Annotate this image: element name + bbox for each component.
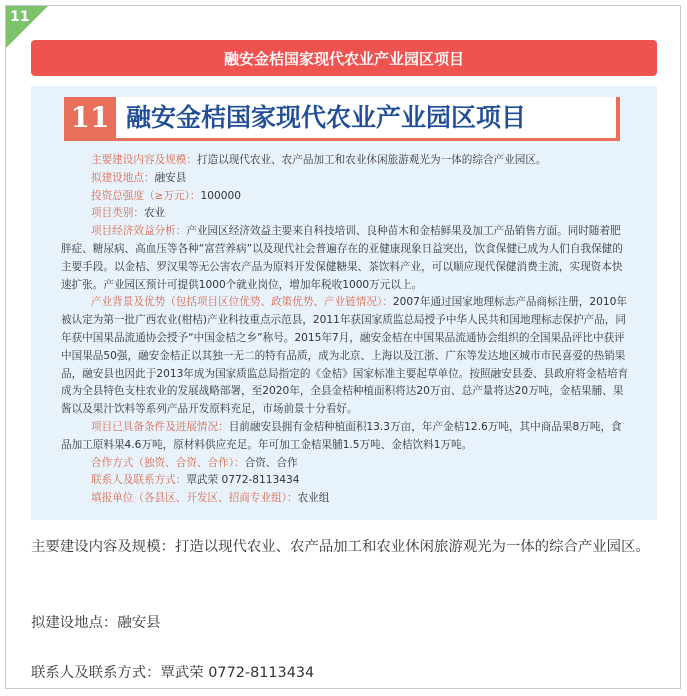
field-value: 产业园区经济效益主要来自科技培训、良种苗木和金桔鲜果及加工产品销售方面。同时随着肥胖症、糖尿病、高血压等各种“富营养病”以及现代社会普遍存在的亚健康现象日益突出，饮食保健已成为人们自我保健的主要手段。以金桔、罗汉果等无公害农产品为原料开发保健糖果、茶饮料产业，可以顺应现代保健消费主流，实现资本快速扩张。产业园区预计可提供1000个就业岗位，增加年税收1000万元以上。	[61, 225, 623, 291]
field-label: 项目经济效益分析：	[91, 225, 187, 238]
banner-title: 融安金桔国家现代农业产业园区项目	[31, 40, 657, 76]
card-content	[61, 152, 629, 508]
field-value: 覃武荣 0772-8113434	[186, 474, 300, 487]
field-value: 融安县	[154, 171, 187, 184]
project-card	[31, 86, 657, 520]
card-header-bar	[616, 97, 620, 138]
field-label: 产业背景及优势（包括项目区位优势、政策优势、产业链情况）：	[91, 296, 393, 309]
body-contact: 联系人及联系方式：覃武荣 0772-8113434	[31, 665, 315, 681]
body-location: 拟建设地点：融安县	[31, 615, 161, 631]
field-conditions	[61, 419, 629, 455]
field-label: 项目类别：	[91, 207, 144, 220]
field-cooperation	[61, 455, 629, 473]
field-background	[61, 294, 629, 419]
field-label: 投资总强度（≥万元）：	[91, 189, 201, 202]
field-value: 打造以现代农业、农产品加工和农业休闲旅游观光为一体的综合产业园区。	[196, 154, 547, 166]
body-construction: 主要建设内容及规模：打造以现代农业、农产品加工和农业休闲旅游观光为一体的综合产业园区。	[31, 539, 650, 555]
field-label: 合作方式（独资、合资、合作）：	[91, 456, 245, 469]
card-header	[64, 97, 620, 141]
field-label: 填报单位（各县区、开发区、招商专业组）：	[91, 492, 298, 505]
field-benefit	[61, 223, 629, 294]
field-investment	[61, 188, 629, 206]
field-label: 拟建设地点：	[91, 171, 155, 184]
field-value: 目前融安县拥有金桔种植面积13.3万亩，年产金桔12.6万吨，其中商品果8万吨，食品加工原料果4.6万吨，原材料供应充足。年可加工金桔果脯1.5万吨、金桔饮料1万吨。	[61, 420, 622, 451]
article-frame	[5, 5, 681, 689]
field-value: 2007年通过国家地理标志产品商标注册，2010年被认定为第一批广西农业(柑桔)产业科技重点示范县，2011年获国家质监总局授予中华人民共和国地理标志保护产品，同年获中国果品流通协会授予“中国金桔之乡”称号。2015年7月，融安金桔在中国果品流通协会组织的全国果品评比中获评中国果品50强，融安金桔正以其独一无二的特有品质，成为北京、上海以及江浙、广东等发达地区城市市民喜爱的热销果品，融安县也因此于2013年成为国家质监总局指定的《金桔》国家标准主要起草单位。按照融安县委、县政府将金桔培育成为全县特色支柱农业的发展战略部署，至2020年，全县金桔种植面积将达20万亩、总产量将达20万吨，金桔果脯、果酱以及果汁饮料等系列产品开发原料充足，市场前景十分看好。	[61, 296, 629, 416]
field-label: 联系人及联系方式：	[91, 474, 187, 487]
field-category	[61, 205, 629, 223]
field-value: 农业组	[297, 492, 330, 505]
field-label: 主要建设内容及规模：	[91, 154, 197, 166]
field-label: 项目已具备条件及进展情况：	[91, 420, 229, 433]
card-header-number: 11	[64, 97, 116, 138]
field-unit	[61, 490, 629, 508]
field-location	[61, 170, 629, 188]
field-construction	[61, 152, 629, 170]
field-contact	[61, 472, 629, 490]
card-header-title: 融安金桔国家现代农业产业园区项目	[126, 103, 527, 132]
field-value: 100000	[200, 189, 241, 202]
field-value: 农业	[143, 207, 166, 220]
field-value: 合资、合作	[244, 456, 298, 469]
corner-badge-number: 11	[10, 9, 30, 25]
